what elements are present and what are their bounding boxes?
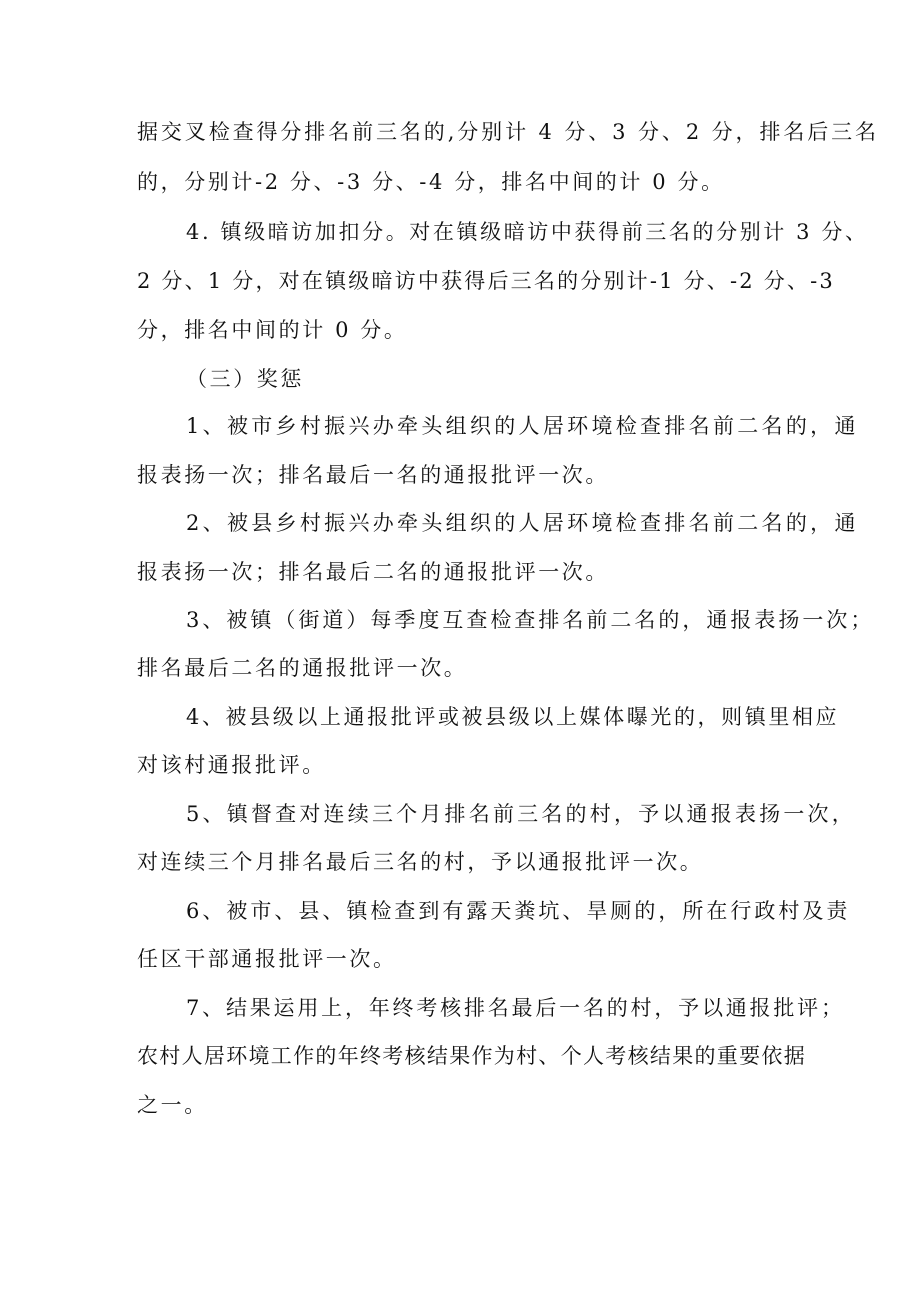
paragraph-line-item-2-b: 报表扬一次；排名最后二名的通报批评一次。 — [137, 560, 609, 584]
paragraph-line-item-6-b: 任区干部通报批评一次。 — [137, 947, 397, 971]
paragraph-line-item-5-a: 5、镇督查对连续三个月排名前三名的村，予以通报表扬一次， — [186, 802, 856, 826]
paragraph-line-cross-check-2: 的，分别计-2 分、-3 分、-4 分，排名中间的计 0 分。 — [137, 170, 725, 194]
paragraph-line-item-7-a: 7、结果运用上，年终考核排名最后一名的村，予以通报批评； — [186, 996, 845, 1020]
paragraph-line-item-1-b: 报表扬一次；排名最后一名的通报批评一次。 — [137, 463, 609, 487]
paragraph-line-item-3-a: 3、被镇（街道）每季度互查检查排名前二名的，通报表扬一次； — [186, 608, 875, 632]
paragraph-line-town-visit-2: 2 分、1 分，对在镇级暗访中获得后三名的分别计-1 分、-2 分、-3 — [137, 269, 835, 293]
paragraph-line-item-7-b: 农村人居环境工作的年终考核结果作为村、个人考核结果的重要依据 — [137, 1044, 806, 1068]
paragraph-line-item-4-b: 对该村通报批评。 — [137, 753, 326, 777]
paragraph-line-item-6-a: 6、被市、县、镇检查到有露天粪坑、旱厕的，所在行政村及责 — [186, 899, 851, 923]
paragraph-line-town-visit-3: 分，排名中间的计 0 分。 — [137, 318, 408, 342]
paragraph-line-item-1-a: 1、被市乡村振兴办牵头组织的人居环境检查排名前二名的，通 — [186, 414, 859, 438]
paragraph-line-item-7-c: 之一。 — [137, 1093, 208, 1117]
paragraph-line-item-4-a: 4、被县级以上通报批评或被县级以上媒体曝光的，则镇里相应 — [186, 705, 840, 729]
paragraph-line-cross-check-1: 据交叉检查得分排名前三名的,分别计 4 分、3 分、2 分，排名后三名 — [137, 120, 879, 144]
paragraph-line-item-2-a: 2、被县乡村振兴办牵头组织的人居环境检查排名前二名的，通 — [186, 511, 859, 535]
paragraph-line-item-5-b: 对连续三个月排名最后三名的村，予以通报批评一次。 — [137, 850, 704, 874]
paragraph-line-item-3-b: 排名最后二名的通报批评一次。 — [137, 656, 468, 680]
section-heading-rewards-penalties: （三）奖惩 — [186, 367, 304, 391]
paragraph-line-town-visit-1: 4. 镇级暗访加扣分。对在镇级暗访中获得前三名的分别计 3 分、 — [186, 220, 869, 244]
